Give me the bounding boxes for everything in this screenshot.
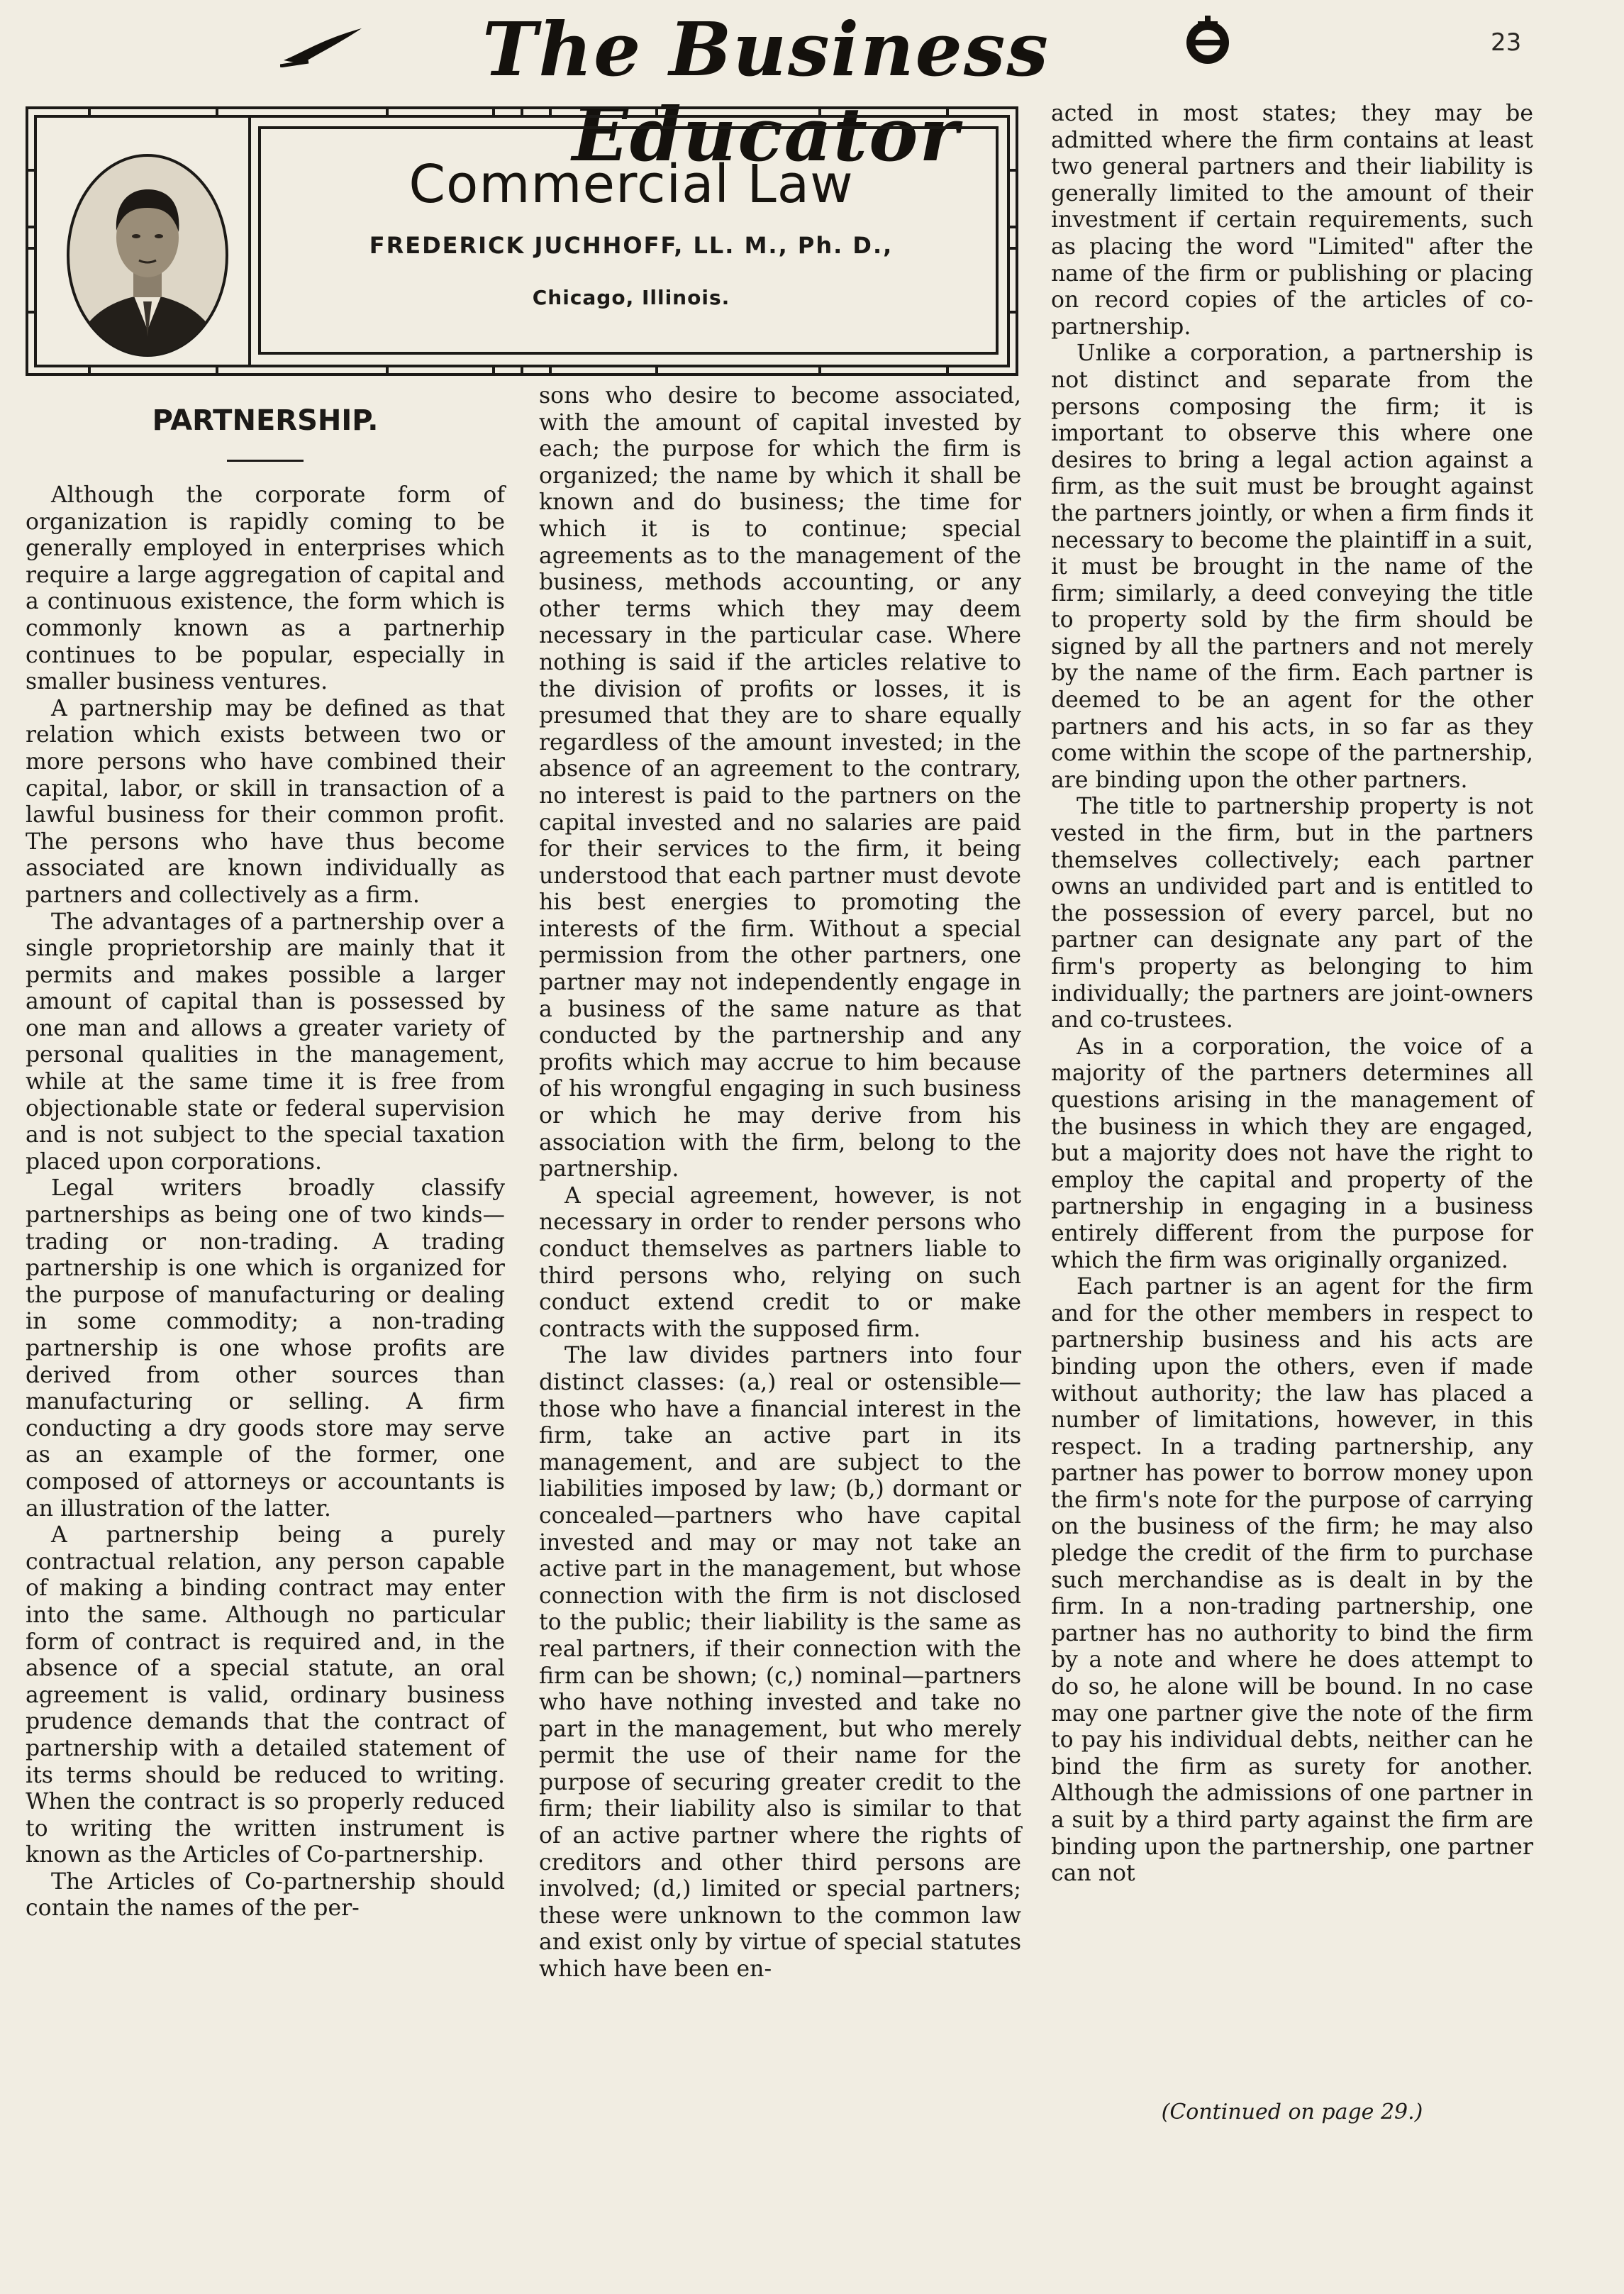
paragraph: The Articles of Co-partnership should contain the names of the per- [26,1868,505,1922]
header-text-block [262,138,1000,309]
paragraph: sons who desire to become associated, with the amount of capital invested by each; the purpose for which the firm is organized; the name by which it shall be known and do business; the time for which it is to continue; special agreements as to the management of the business, methods accounting, or any other terms which they may deem necessary in the particular case. Where nothing is said if the articles relative to the division of profits or losses, it is presumed that they are to share equally regardless of the amount invested; in the absence of an agreement to the contrary, no interest is paid to the partners on the capital invested and no salaries are paid for their services to the firm, it being understood that each partner must devote his best energies to promoting the interests of the firm. Without a special permission from the other partners, one partner may not independently engage in a business of the same nature as that conducted by the partnership and any profits which may accrue to him because of his wrongful engaging in such business or which he may derive from his association with the firm, belong to the partnership. [539,383,1021,1182]
paragraph: Although the corporate form of organization is rapidly coming to be generally employed in enterprises which require a large aggregation of capital and a continuous existence, the form which is commonly known as a partnerhip continues to be popular, especially in smaller business ventures. [26,482,505,695]
paragraph: Unlike a corporation, a partnership is not distinct and separate from the persons composing the firm; it is important to observe this where one desires to bring a legal action against a firm, as the suit must be brought against the partners jointly, or when a firm finds it necessary to become the plaintiff in a suit, it must be brought in the name of the firm; similarly, a deed conveying the title to property sold by the firm should be signed by all the partners and not merely by the name of the firm. Each partner is deemed to be an agent for the other partners and his acts, in so far as they come within the scope of the partnership, are binding upon the other partners. [1051,340,1533,793]
header-location: Chicago, Illinois. [532,286,730,309]
paragraph: A partnership being a purely contractual relation, any person capable of making a binding contract may enter into the same. Although no particular form of contract is required and, in the absence of a special statute, an oral agreement is valid, ordinary business prudence demands that the contract of partnership with a detailed statement of its terms should be reduced to writing. When the contract is so properly reduced to writing the written instrument is known as the Articles of Co-partnership. [26,1522,505,1868]
paragraph: acted in most states; they may be admitted where the firm contains at least two general partners and their liability is generally limited to the amount of their investment if certain requirements, such as placing the word "Limited" after the name of the firm or publishing or placing on record copies of the articles of co-partnership. [1051,101,1533,340]
paragraph: Each partner is an agent for the firm and for the other members in respect to partnership business and his acts are binding upon the others, even if made without authority; the law has placed a number of limitations, however, in this respect. In a trading partnership, any partner has power to borrow money upon the firm's note for the purpose of carrying on the business of the firm; he may also pledge the credit of the firm to purchase such merchandise as is dealt in by the firm. In a non-trading partnership, one partner has no authority to bind the firm by a note and where he does attempt to do so, he alone will be bound. In no case may one partner give the note of the firm to pay his individual debts, neither can he bind the firm as surety for another. Although the admissions of one partner in a suit by a third party against the firm are binding upon the partnership, one partner can not [1051,1274,1533,1887]
author-portrait [65,153,230,358]
page-number: 23 [1491,28,1522,57]
paragraph: Legal writers broadly classify partnerships as being one of two kinds—trading or non-trading. A trading partnership is one which is organized for the purpose of manufacturing or dealing in some commodity; a non-trading partnership is one whose profits are derived from other sources than manufacturing or selling. A firm conducting a dry goods store may serve as an example of the former, one composed of attorneys or accountants is an illustration of the latter. [26,1175,505,1522]
article-column-3 [1051,101,1533,1888]
paragraph: As in a corporation, the voice of a majority of the partners determines all questions arising in the management of the business in which they are engaged, but a majority does not have the right to employ the capital and property of the partnership in engaging in a business entirely different from the purpose for which the firm was originally organized. [1051,1034,1533,1273]
quill-icon [280,25,365,67]
paragraph: The title to partnership property is not vested in the firm, but in the partners themselves collectively; each partner owns an undivided part and is entitled to the possession of every parcel, but no partner can designate any part of the firm's property as belonging to him individually; the partners are joint-owners and co-trustees. [1051,794,1533,1034]
masthead-title: The Business Educator [482,6,1050,178]
paragraph: The law divides partners into four distinct classes: (a,) real or ostensible—those who have a financial interest in the firm, take an active part in its management, and are subject to the liabilities imposed by law; (b,) dormant or concealed—partners who have capital invested and may or may not take an active part in the management, but whose connection with the firm is not disclosed to the public; their liability is the same as real partners, if their connection with the firm can be shown; (c,) nominal—partners who have nothing invested and take no part in the management, but who merely permit the use of their name for the purpose of securing greater credit to the firm; their liability also is similar to that of an active partner where the rights of creditors and other third persons are involved; (d,) limited or special partners; these were unknown to the common law and exist only by virtue of special statutes which have been en- [539,1343,1021,1983]
article-column-1 [26,482,505,1922]
article-column-2 [539,383,1021,1983]
paragraph: A special agreement, however, is not necessary in order to render persons who conduct themselves as partners liable to third persons who, relying on such conduct extend credit to or make contracts with the supposed firm. [539,1182,1021,1342]
heading-rule [227,460,304,462]
paragraph: The advantages of a partnership over a single proprietorship are mainly that it permits and makes possible a larger amount of capital than is possessed by one man and allows a greater variety of personal qualities in the management, while at the same time it is free from objectionable state or federal supervision and is not subject to the special taxation placed upon corporations. [26,909,505,1175]
paragraph: A partnership may be defined as that relation which exists between two or more persons who have combined their capital, labor, or skill in transaction of a lawful business for their common profit. The persons who have thus become associated are known individually as partners and collectively as a firm. [26,695,505,908]
continued-note: (Continued on page 29.) [1161,2100,1423,2124]
masthead [0,0,1624,178]
header-author: FREDERICK JUCHHOFF, LL. M., Ph. D., [369,232,894,259]
section-heading: PARTNERSHIP. [152,404,379,437]
header-title: Commercial Law [408,154,854,215]
emblem-icon [1179,13,1236,70]
